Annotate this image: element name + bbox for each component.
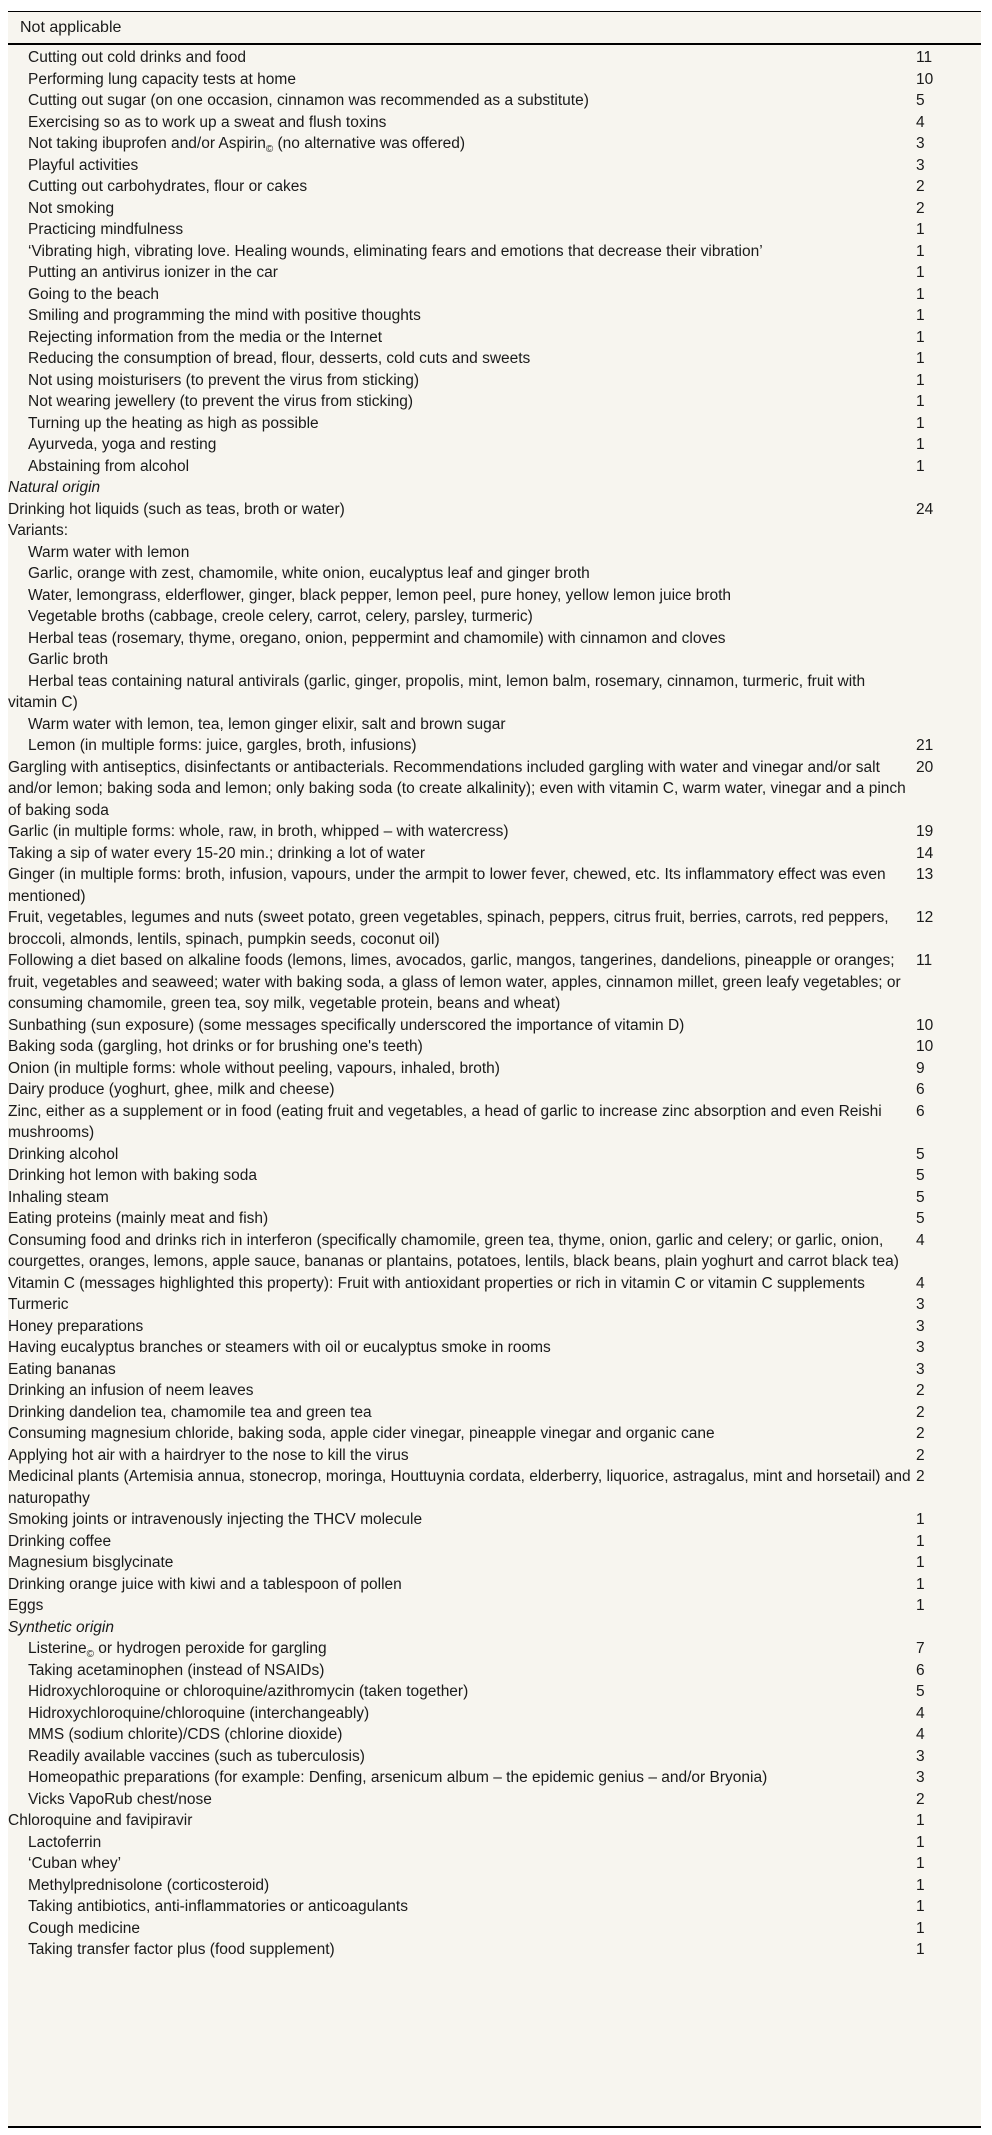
row-count: 1 [916, 307, 925, 324]
row-label: Rejecting information from the media or the Internet [28, 328, 383, 346]
table-row [8, 112, 981, 134]
table-row [8, 1165, 981, 1187]
row-count: 4 [916, 113, 925, 131]
table-row [8, 1230, 981, 1273]
row-label: Taking transfer factor plus (food supplement) [28, 1941, 335, 1958]
row-label: Drinking alcohol [8, 1145, 119, 1163]
row-count: 1 [916, 264, 925, 281]
table-row [8, 1810, 981, 1832]
table-row [8, 262, 981, 284]
row-count: 1 [916, 242, 925, 260]
table-row [8, 1939, 981, 1961]
table-row [8, 563, 981, 585]
row-label: Drinking dandelion tea, chamomile tea and green tea [8, 1403, 372, 1421]
table-row [8, 1767, 981, 1789]
table-row [8, 1316, 981, 1338]
row-count: 3 [916, 1360, 925, 1378]
row-label: Smiling and programming the mind with positive thoughts [28, 307, 421, 324]
table-row [8, 1875, 981, 1897]
row-label: Not using moisturisers (to prevent the virus from sticking) [28, 371, 420, 389]
row-count: 3 [916, 1296, 925, 1313]
row-count [916, 714, 981, 736]
row-label: ‘Cuban whey’ [28, 1855, 122, 1872]
row-label: Dairy produce (yoghurt, ghee, milk and cheese) [8, 1081, 335, 1098]
row-label: Drinking coffee [8, 1532, 112, 1550]
table-row [8, 284, 981, 306]
row-label: Gargling with antiseptics, disinfectants or antibacterials. Recommendations included gargling with water and vinegar and/or salt and/or lemon; baking soda and lemon; only baking soda (to create alkalinity); even with vitamin C, warm water, vinegar and a pinch of baking soda [8, 758, 906, 819]
table-row [8, 1746, 981, 1768]
row-count: 1 [916, 371, 925, 389]
row-label: Eating proteins (mainly meat and fish) [8, 1210, 269, 1227]
row-count: 1 [916, 1511, 925, 1528]
row-count: 19 [916, 823, 934, 840]
row-label: Cutting out carbohydrates, flour or cakes [28, 178, 308, 195]
row-label: Turning up the heating as high as possible [28, 414, 319, 432]
row-count [916, 649, 981, 671]
rows-container [8, 47, 981, 1961]
row-label: Drinking hot lemon with baking soda [8, 1167, 257, 1184]
table-row [8, 1832, 981, 1854]
row-label: Variants: [8, 522, 69, 539]
table-row [8, 1789, 981, 1811]
table-row [8, 843, 981, 865]
table-row [8, 1853, 981, 1875]
table-row [8, 305, 981, 327]
row-count: 6 [916, 1081, 925, 1098]
row-count [916, 520, 981, 542]
row-count: 2 [916, 1382, 925, 1399]
table-row [8, 391, 981, 413]
row-label: Chloroquine and favipiravir [8, 1812, 193, 1829]
row-count: 2 [916, 1425, 925, 1442]
table-row [8, 714, 981, 736]
table-row [8, 907, 981, 950]
row-count: 12 [916, 909, 934, 926]
row-count: 1 [916, 221, 925, 238]
row-count: 1 [916, 1597, 925, 1614]
row-label: Homeopathic preparations (for example: Denfing, arsenicum album – the epidemic genius – and/or Bryonia) [28, 1769, 768, 1786]
table-row [8, 176, 981, 198]
row-count: 5 [916, 1210, 925, 1227]
row-label: Baking soda (gargling, hot drinks or for brushing one's teeth) [8, 1038, 423, 1055]
row-label: Honey preparations [8, 1317, 144, 1335]
row-label: Going to the beach [28, 285, 159, 303]
row-label: Abstaining from alcohol [28, 457, 190, 475]
table-row [8, 1079, 981, 1101]
row-count: 1 [916, 1876, 925, 1894]
row-count: 6 [916, 1102, 925, 1120]
row-label: Inhaling steam [8, 1188, 109, 1206]
copyright-mark: © [265, 144, 274, 156]
table-row [8, 821, 981, 843]
row-count: 1 [916, 328, 925, 346]
row-count: 3 [916, 135, 925, 152]
row-count: 5 [916, 92, 925, 109]
row-count: 2 [916, 1468, 925, 1485]
row-label: Warm water with lemon, tea, lemon ginger elixir, salt and brown sugar [28, 715, 506, 733]
row-label: Hidroxychloroquine or chloroquine/azithromycin (taken together) [28, 1683, 469, 1700]
table-row [8, 1681, 981, 1703]
table-row [8, 606, 981, 628]
row-label: Reducing the consumption of bread, flour, desserts, cold cuts and sweets [28, 350, 531, 367]
row-label: Having eucalyptus branches or steamers with oil or eucalyptus smoke in rooms [8, 1339, 551, 1356]
row-label: Zinc, either as a supplement or in food (eating fruit and vegetables, a head of garlic to increase zinc absorption and even Reishi mushrooms) [8, 1102, 882, 1141]
row-label: Taking antibiotics, anti-inflammatories or anticoagulants [28, 1898, 408, 1915]
row-label-text: Not taking ibuprofen and/or Aspirin [28, 135, 266, 152]
row-count: 1 [916, 414, 925, 432]
row-label: Garlic, orange with zest, chamomile, white onion, eucalyptus leaf and ginger broth [28, 565, 590, 582]
row-count: 5 [916, 1167, 925, 1184]
table-row [8, 864, 981, 907]
row-count [916, 563, 981, 585]
row-label: Drinking orange juice with kiwi and a tablespoon of pollen [8, 1575, 402, 1593]
row-count: 5 [916, 1145, 925, 1163]
row-count [916, 671, 981, 714]
row-label: Playful activities [28, 156, 139, 174]
row-label: Onion (in multiple forms: whole without peeling, vapours, inhaled, broth) [8, 1059, 500, 1077]
copyright-mark: © [86, 1649, 94, 1661]
table-row [8, 1660, 981, 1682]
row-label: Warm water with lemon [28, 543, 190, 561]
table-row [8, 456, 981, 478]
row-label: Garlic (in multiple forms: whole, raw, in broth, whipped – with watercress) [8, 823, 509, 840]
row-count: 1 [916, 350, 925, 367]
row-count: 2 [916, 1446, 925, 1464]
table-row [8, 1036, 981, 1058]
row-count: 3 [916, 1747, 925, 1765]
row-count: 1 [916, 1532, 925, 1550]
table-row [8, 1015, 981, 1037]
row-label [8, 1638, 916, 1660]
row-label: Water, lemongrass, elderflower, ginger, black pepper, lemon peel, pure honey, yellow lemon juice broth [28, 586, 732, 604]
row-label: Lactoferrin [28, 1833, 102, 1851]
row-label: Drinking an infusion of neem leaves [8, 1382, 254, 1399]
row-label: MMS (sodium chlorite)/CDS (chlorine dioxide) [28, 1726, 343, 1743]
table-row [8, 1208, 981, 1230]
row-count: 1 [916, 1833, 925, 1851]
row-count: 1 [916, 393, 925, 410]
table-row [8, 585, 981, 607]
row-count: 2 [916, 178, 925, 195]
row-label: Garlic broth [28, 651, 109, 668]
row-label: Taking acetaminophen (instead of NSAIDs) [28, 1661, 325, 1679]
table-row [8, 47, 981, 69]
table-row [8, 1552, 981, 1574]
table-row [8, 413, 981, 435]
table-row [8, 1294, 981, 1316]
section-row [8, 1617, 981, 1639]
row-count: 14 [916, 844, 934, 862]
row-count: 1 [916, 1812, 925, 1829]
table-row [8, 1466, 981, 1509]
row-label: Cough medicine [28, 1919, 141, 1937]
table-row [8, 198, 981, 220]
row-label: Herbal teas (rosemary, thyme, oregano, onion, peppermint and chamomile) with cinnamon and cloves [28, 629, 726, 647]
row-label: Cutting out sugar (on one occasion, cinnamon was recommended as a substitute) [28, 92, 589, 109]
row-count [916, 477, 981, 499]
table-row [8, 628, 981, 650]
table-row [8, 1402, 981, 1424]
row-count: 4 [916, 1231, 925, 1249]
table-row [8, 735, 981, 757]
table-row [8, 1445, 981, 1467]
row-count [916, 628, 981, 650]
row-count: 4 [916, 1726, 925, 1743]
row-label [8, 133, 916, 155]
row-label: Herbal teas containing natural antivirals (garlic, ginger, propolis, mint, lemon balm, rosemary, cinnamon, turmeric, fruit with vitamin C) [8, 672, 866, 711]
table-row [8, 1703, 981, 1725]
row-count [916, 1617, 981, 1639]
row-count: 5 [916, 1683, 925, 1700]
row-label: Applying hot air with a hairdryer to the nose to kill the virus [8, 1446, 409, 1464]
table-row [8, 1423, 981, 1445]
table-row [8, 1273, 981, 1295]
table-row [8, 133, 981, 155]
table-row [8, 1058, 981, 1080]
table-row [8, 1595, 981, 1617]
table-row [8, 1918, 981, 1940]
row-count: 6 [916, 1661, 925, 1679]
row-count: 3 [916, 1769, 925, 1786]
table-row [8, 1187, 981, 1209]
row-count [916, 606, 981, 628]
row-label: Not smoking [28, 199, 115, 217]
row-label: Methylprednisolone (corticosteroid) [28, 1876, 270, 1894]
row-label: Not wearing jewellery (to prevent the virus from sticking) [28, 393, 414, 410]
row-label: Eggs [8, 1597, 44, 1614]
row-label: Putting an antivirus ionizer in the car [28, 264, 278, 281]
row-count: 1 [916, 1941, 925, 1958]
table-row [8, 1574, 981, 1596]
table-row [8, 1380, 981, 1402]
row-label: Readily available vaccines (such as tuberculosis) [28, 1747, 365, 1765]
row-label: Eating bananas [8, 1360, 116, 1378]
section-title: Natural origin [8, 479, 101, 496]
row-count: 2 [916, 199, 925, 217]
row-label-text-after: or hydrogen peroxide for gargling [93, 1640, 327, 1657]
row-label-text-after: (no alternative was offered) [273, 135, 466, 152]
row-label: Magnesium bisglycinate [8, 1554, 174, 1571]
table-row [8, 520, 981, 542]
row-label: Vicks VapoRub chest/nose [28, 1790, 212, 1808]
row-count: 1 [916, 1919, 925, 1937]
row-label: Vegetable broths (cabbage, creole celery, carrot, celery, parsley, turmeric) [28, 608, 533, 625]
row-count: 1 [916, 1898, 925, 1915]
row-label: Ginger (in multiple forms: broth, infusion, vapours, under the armpit to lower fever, chewed, etc. Its inflammatory effect was even mentioned) [8, 866, 886, 905]
table-row [8, 1359, 981, 1381]
table-row [8, 1144, 981, 1166]
row-label: Following a diet based on alkaline foods (lemons, limes, avocados, garlic, mangos, tangerines, dandelions, pineapple or oranges; fruit, vegetables and seaweed; water with baking soda, a glass of lemon water, apples, cinnamon millet, green leafy vegetables; or consuming chamomile, green tea, soy milk, vegetable protein, beans and wheat) [8, 952, 901, 1012]
row-count: 21 [916, 737, 934, 754]
row-count: 10 [916, 1038, 934, 1055]
row-label: Cutting out cold drinks and food [28, 49, 246, 66]
row-count: 2 [916, 1790, 925, 1808]
row-count: 1 [916, 1575, 925, 1593]
row-count [916, 542, 981, 564]
row-label: Vitamin C (messages highlighted this property): Fruit with antioxidant properties or rich in vitamin C or vitamin C supplements [8, 1274, 865, 1292]
row-count: 1 [916, 436, 925, 453]
table-row [8, 219, 981, 241]
row-label: Drinking hot liquids (such as teas, broth or water) [8, 500, 345, 518]
table-row [8, 1724, 981, 1746]
table-row [8, 1101, 981, 1144]
row-count: 1 [916, 457, 925, 475]
row-label: Consuming food and drinks rich in interferon (specifically chamomile, green tea, thyme, onion, garlic and celery; or garlic, onion, courgettes, oranges, lemons, apple sauce, bananas or plantains, potatoes, lentils, black beans, plain yoghurt and carrot black tea) [8, 1231, 899, 1270]
table-row [8, 499, 981, 521]
row-count: 3 [916, 1317, 925, 1335]
row-label: ‘Vibrating high, vibrating love. Healing wounds, eliminating fears and emotions that decrease their vibration’ [28, 242, 763, 260]
table-row [8, 757, 981, 822]
row-count: 1 [916, 1554, 925, 1571]
row-count: 11 [916, 49, 933, 66]
table-body [8, 47, 981, 1961]
table-row [8, 370, 981, 392]
row-count: 10 [916, 1016, 934, 1034]
table-row [8, 1509, 981, 1531]
row-label: Ayurveda, yoga and resting [28, 436, 217, 453]
row-count: 5 [916, 1188, 925, 1206]
row-count: 1 [916, 285, 925, 303]
section-title: Synthetic origin [8, 1618, 114, 1636]
row-count: 3 [916, 156, 925, 174]
row-count: 4 [916, 1274, 925, 1292]
table-row [8, 542, 981, 564]
row-count: 20 [916, 758, 934, 776]
row-label: Sunbathing (sun exposure) (some messages specifically underscored the importance of vitamin D) [8, 1016, 685, 1034]
row-label: Hidroxychloroquine/chloroquine (interchangeably) [28, 1704, 370, 1722]
row-count: 11 [916, 952, 933, 969]
row-label: Smoking joints or intravenously injecting the THCV molecule [8, 1511, 423, 1528]
row-count: 7 [916, 1640, 925, 1657]
table-row [8, 241, 981, 263]
row-label: Performing lung capacity tests at home [28, 70, 296, 88]
table-row [8, 950, 981, 1015]
row-count: 13 [916, 866, 934, 883]
row-label: Exercising so as to work up a sweat and flush toxins [28, 113, 387, 131]
row-label: Turmeric [8, 1296, 69, 1313]
row-count: 1 [916, 1855, 925, 1872]
row-label: Practicing mindfulness [28, 221, 184, 238]
section-row [8, 477, 981, 499]
table-row [8, 327, 981, 349]
table-row [8, 434, 981, 456]
table-row [8, 671, 981, 714]
table-row [8, 69, 981, 91]
row-count: 9 [916, 1059, 925, 1077]
row-count: 24 [916, 500, 934, 518]
table-row [8, 348, 981, 370]
table-header: Not applicable [8, 12, 981, 45]
table-row [8, 90, 981, 112]
table-row [8, 649, 981, 671]
remedies-table [8, 11, 981, 2128]
row-label: Lemon (in multiple forms: juice, gargles, broth, infusions) [28, 737, 417, 754]
table-row [8, 155, 981, 177]
table-row [8, 1337, 981, 1359]
row-count [916, 585, 981, 607]
row-label: Consuming magnesium chloride, baking soda, apple cider vinegar, pineapple vinegar and organic cane [8, 1425, 715, 1442]
row-label: Medicinal plants (Artemisia annua, stonecrop, moringa, Houttuynia cordata, elderberry, liquorice, astragalus, mint and horsetail) and naturopathy [8, 1468, 911, 1507]
table-row [8, 1638, 981, 1660]
row-count: 4 [916, 1704, 925, 1722]
row-label: Fruit, vegetables, legumes and nuts (sweet potato, green vegetables, spinach, peppers, citrus fruit, berries, carrots, red peppers, broccoli, almonds, lentils, spinach, pumpkin seeds, coconut oil) [8, 909, 889, 948]
row-label-text: Listerine [28, 1640, 87, 1657]
row-count: 3 [916, 1339, 925, 1356]
row-count: 10 [916, 70, 934, 88]
row-label: Taking a sip of water every 15-20 min.; drinking a lot of water [8, 844, 425, 862]
table-row [8, 1531, 981, 1553]
table-row [8, 1896, 981, 1918]
row-count: 2 [916, 1403, 925, 1421]
